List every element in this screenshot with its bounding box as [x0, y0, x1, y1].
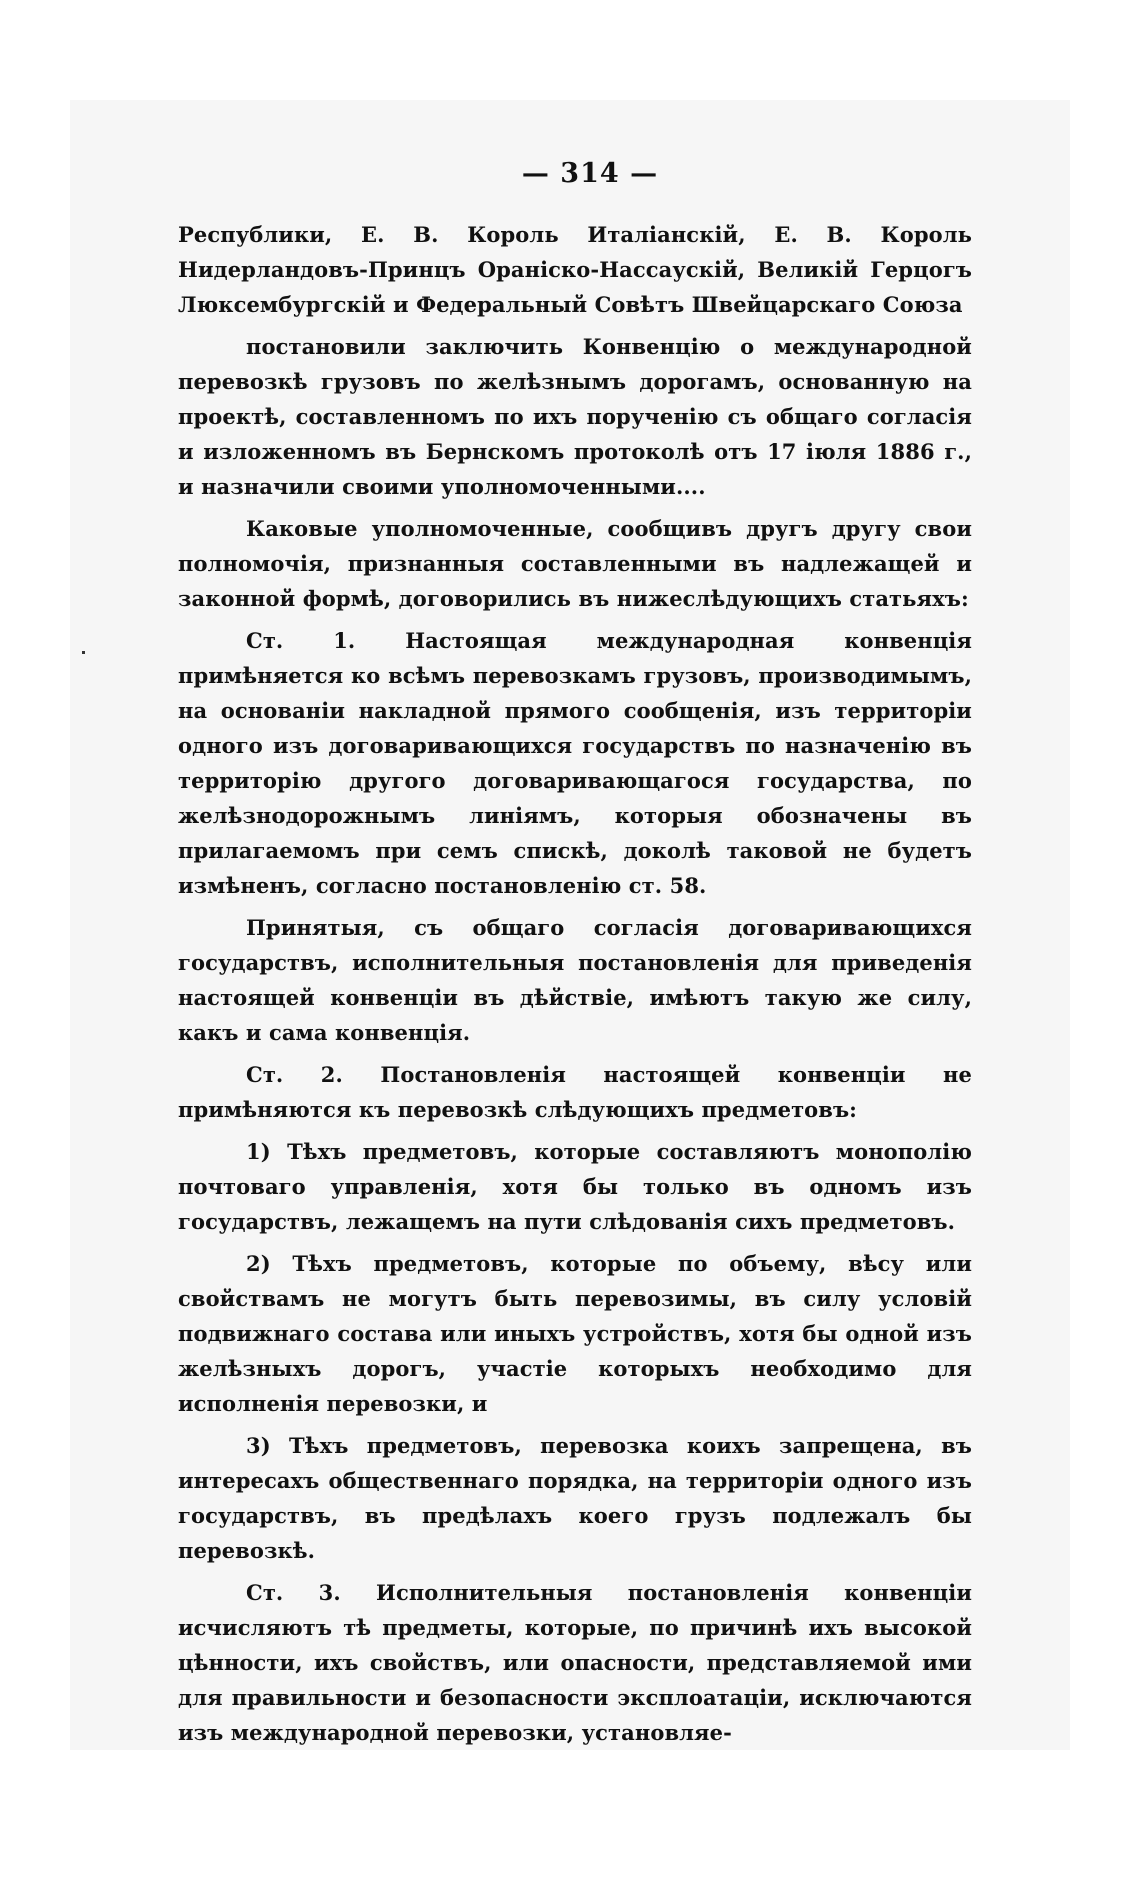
paragraph-decision: постановили заключить Конвенцію о международной перевозкѣ грузовъ по желѣзнымъ дорогамъ, основанную на проектѣ, составленномъ по ихъ порученію съ общаго согласія и изложенномъ въ Бернскомъ протоколѣ отъ 17 іюля 1886 г., и назначили своими уполномоченными....	[178, 334, 972, 499]
article-2-item-1: 1) Тѣхъ предметовъ, которые составляютъ монополію почтоваго управленія, хотя бы только въ одномъ изъ государствъ, лежащемъ на пути слѣдованія сихъ предметовъ.	[178, 1139, 972, 1234]
article-2-item-2: 2) Тѣхъ предметовъ, которые по объему, вѣсу или свойствамъ не могутъ быть перевозимы, въ силу условій подвижнаго состава или иныхъ устройствъ, хотя бы одной изъ желѣзныхъ дорогъ, участіе которыхъ необходимо для исполненія перевозки, и	[178, 1251, 972, 1416]
paragraph-parties: Республики, Е. В. Король Италіанскій, Е. В. Король Нидерландовъ-Принцъ Ораніско-Нассаускій, Великій Герцогъ Люксембургскій и Федеральный Совѣтъ Швейцарскаго Союза	[178, 222, 972, 317]
article-2-item-3: 3) Тѣхъ предметовъ, перевозка коихъ запрещена, въ интересахъ общественнаго порядка, на территоріи одного изъ государствъ, въ предѣлахъ коего грузъ подлежалъ бы перевозкѣ.	[178, 1433, 972, 1563]
page-number: — 314 —	[521, 158, 659, 189]
document-body	[178, 158, 972, 1757]
stray-mark	[82, 651, 85, 654]
article-2: Ст. 2. Постановленія настоящей конвенціи не примѣняются къ перевозкѣ слѣдующихъ предметовъ:	[178, 1062, 972, 1122]
article-3: Ст. 3. Исполнительныя постановленія конвенціи исчисляютъ тѣ предметы, которые, по причинѣ ихъ высокой цѣнности, ихъ свойствъ, или опасности, представляемой ими для правильности и безопасности эксплоатаціи, исключаются изъ международной перевозки, установляе-	[178, 1580, 972, 1745]
paragraph-plenipotentiaries: Каковые уполномоченные, сообщивъ другъ другу свои полномочія, признанныя составленными въ надлежащей и законной формѣ, договорились въ нижеслѣдующихъ статьяхъ:	[178, 516, 972, 611]
paragraph-executive-provisions: Принятыя, съ общаго согласія договаривающихся государствъ, исполнительныя постановленія для приведенія настоящей конвенціи въ дѣйствіе, имѣютъ такую же силу, какъ и сама конвенція.	[178, 915, 972, 1045]
article-1: Ст. 1. Настоящая международная конвенція примѣняется ко всѣмъ перевозкамъ грузовъ, производимымъ, на основаніи накладной прямого сообщенія, изъ территоріи одного изъ договаривающихся государствъ по назначенію въ территорію другого договаривающагося государства, по желѣзнодорожнымъ линіямъ, которыя обозначены въ прилагаемомъ при семъ спискѣ, доколѣ таковой не будетъ измѣненъ, согласно постановленію ст. 58.	[178, 628, 972, 898]
